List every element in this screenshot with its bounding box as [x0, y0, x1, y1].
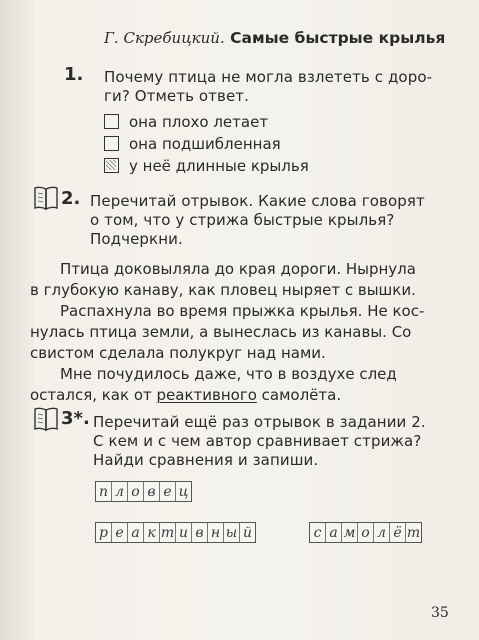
answer-letter-cell[interactable]: й [242, 524, 253, 541]
page-title [104, 28, 445, 48]
task2-line3: Подчеркни. [90, 230, 183, 248]
option-3-label: у неё длинные крылья [129, 157, 309, 175]
answer-letter-cell[interactable]: т [406, 524, 421, 541]
task3-line3: Найди сравнения и запиши. [93, 451, 319, 469]
task1-number: 1. [64, 64, 84, 85]
answer-letter-cell[interactable]: н [208, 523, 224, 542]
option-1-label: она плохо летает [129, 113, 269, 131]
answer-letter-cell[interactable]: и [176, 523, 192, 542]
task1-question-line1: Почему птица не могла взлететь с доро- [104, 68, 433, 86]
answer-letter-cell[interactable]: ы [224, 523, 240, 542]
answer-letter-cell[interactable]: а [326, 523, 342, 542]
option-1-checkbox[interactable] [104, 114, 119, 129]
underlined-word: реактивного [156, 386, 257, 404]
answer-letter-cell[interactable]: р [96, 523, 112, 542]
task2-line1: Перечитай отрывок. Какие слова говорят [90, 192, 425, 210]
task3-number: 3*. [61, 408, 90, 429]
answer-letter-cell[interactable]: к [144, 523, 160, 542]
passage-line: Мне почудилось даже, что в воздухе след [60, 365, 397, 383]
task1-option-1[interactable] [104, 113, 268, 131]
option-2-checkbox[interactable] [104, 136, 119, 151]
answer-letter-cell[interactable]: п [96, 482, 112, 501]
answer-cells-word3[interactable] [309, 522, 422, 543]
answer-letter-cell[interactable]: в [192, 523, 208, 542]
answer-letter-cell[interactable]: а [128, 523, 144, 542]
task3-line1: Перечитай ещё раз отрывок в задании 2. [93, 413, 426, 431]
answer-letter-cell[interactable]: е [160, 482, 176, 501]
passage-line: в глубокую канаву, как пловец ныряет с вышки. [30, 281, 416, 299]
task2-line2: о том, что у стрижа быстрые крылья? [90, 211, 395, 229]
option-3-checkbox[interactable] [104, 158, 119, 173]
task1-option-2[interactable] [104, 135, 281, 153]
answer-letter-cell[interactable]: м [342, 523, 358, 542]
passage-line: нулась птица земли, а вынеслась из канавы. Со [30, 323, 412, 341]
reading-passage [30, 259, 450, 406]
answer-letter-cell[interactable]: ё [390, 523, 406, 542]
passage-line: остался, как от реактивного самолёта. [30, 386, 342, 404]
answer-cells-word1[interactable] [95, 481, 192, 502]
title-work: Самые быстрые крылья [230, 29, 446, 47]
task3-line2: С кем и с чем автор сравнивает стрижа? [93, 432, 422, 450]
page-number: 35 [431, 605, 449, 621]
passage-line: Распахнула во время прыжка крылья. Не кос- [60, 302, 425, 320]
task1-question-line2: ги? Отметь ответ. [104, 87, 249, 105]
task1-option-3[interactable] [104, 157, 309, 175]
answer-letter-cell[interactable]: о [358, 523, 374, 542]
answer-letter-cell[interactable]: в [144, 482, 160, 501]
title-author: Г. Скребицкий. [104, 29, 225, 47]
answer-letter-cell[interactable]: с [310, 523, 326, 542]
passage-line: свистом сделала полукруг над нами. [30, 344, 326, 362]
passage-line: Птица доковыляла до края дороги. Нырнула [60, 260, 416, 278]
open-book-icon [33, 405, 59, 433]
page-fold-shadow [0, 0, 34, 640]
answer-letter-cell[interactable]: т [160, 524, 175, 541]
task2-number: 2. [61, 188, 81, 209]
open-book-icon [33, 184, 59, 212]
answer-letter-cell[interactable]: ц [178, 483, 189, 500]
answer-letter-cell[interactable]: о [128, 482, 144, 501]
answer-cells-word2[interactable] [95, 522, 256, 543]
answer-letter-cell[interactable]: л [374, 523, 390, 542]
answer-letter-cell[interactable]: е [112, 523, 128, 542]
answer-letter-cell[interactable]: л [112, 482, 128, 501]
option-2-label: она подшибленная [129, 135, 281, 153]
